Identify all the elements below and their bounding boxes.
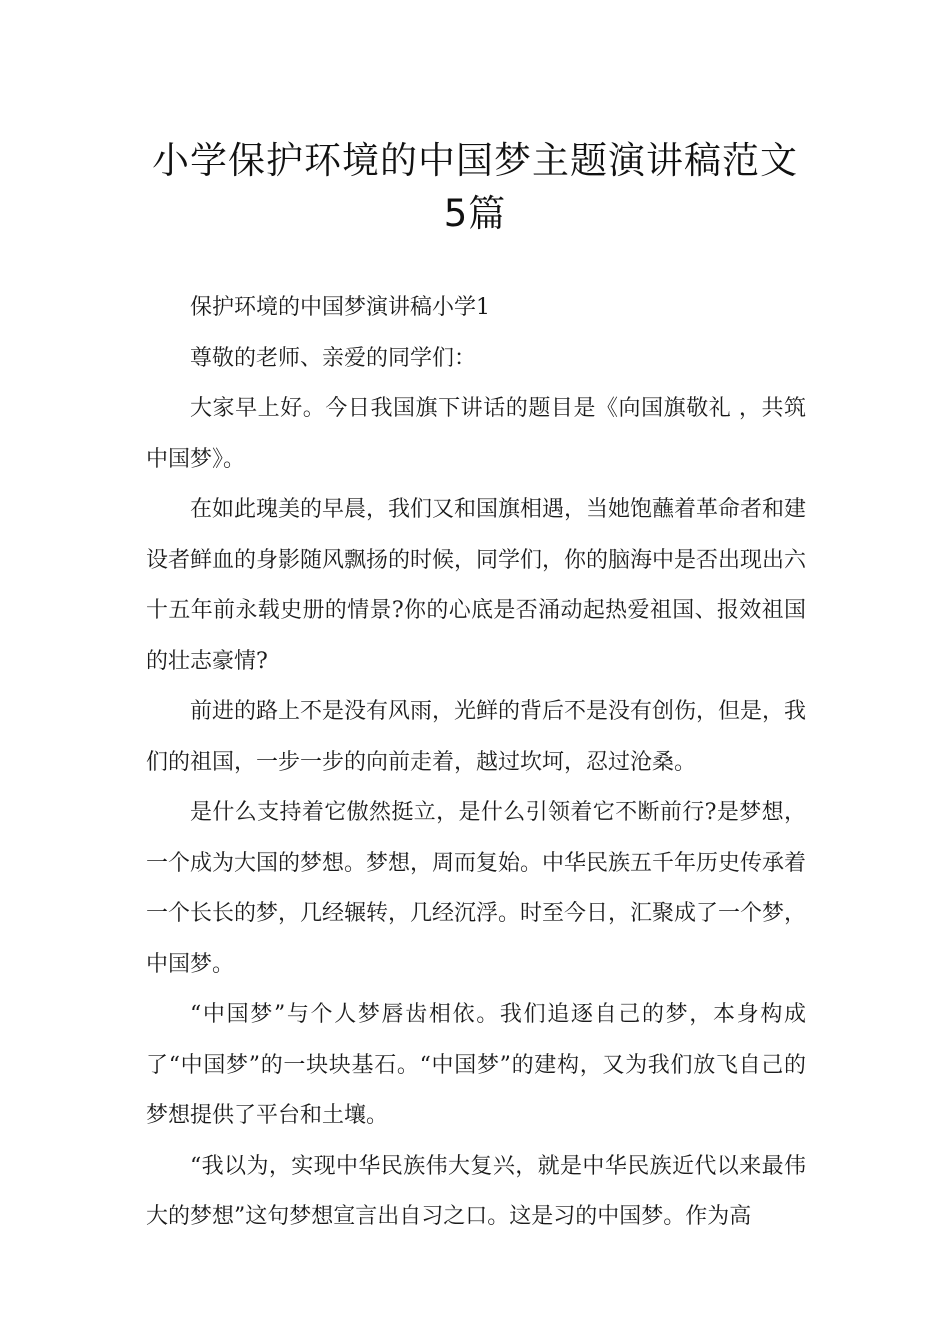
document-title-line-2: 5篇 bbox=[443, 192, 507, 235]
paragraph: “我以为，实现中华民族伟大复兴，就是中华民族近代以来最伟大的梦想”这句梦想宣言出自习之口。这是习的中国梦。作为高 bbox=[146, 1153, 806, 1229]
paragraph-salutation: 尊敬的老师、亲爱的同学们： bbox=[190, 345, 477, 371]
paragraph: 是什么支持着它傲然挺立，是什么引领着它不断前行?是梦想，一个成为大国的梦想。梦想，周而复始。中华民族五千年历史传承着一个长长的梦，几经辗转，几经沉浮。时至今日，汇聚成了一个梦，中国梦。 bbox=[146, 800, 807, 977]
document-body bbox=[146, 283, 806, 1243]
paragraph: “中国梦”与个人梦唇齿相依。我们追逐自己的梦，本身构成了“中国梦”的一块块基石。“中国梦”的建构，又为我们放飞自己的梦想提供了平台和土壤。 bbox=[146, 1002, 806, 1128]
document-title-line-1: 小学保护环境的中国梦主题演讲稿范文 bbox=[152, 139, 798, 182]
paragraph: 在如此瑰美的早晨，我们又和国旗相遇，当她饱蘸着革命者和建设者鲜血的身影随风飘扬的时候，同学们，你的脑海中是否出现出六十五年前永载史册的情景?你的心底是否涌动起热爱祖国、报效祖国的壮志豪情? bbox=[146, 497, 807, 674]
paragraph: 大家早上好。今日我国旗下讲话的题目是《向国旗敬礼 ，共筑中国梦》。 bbox=[146, 396, 806, 472]
paragraph-heading: 保护环境的中国梦演讲稿小学1 bbox=[190, 295, 490, 320]
paragraph: 前进的路上不是没有风雨，光鲜的背后不是没有创伤，但是，我们的祖国，一步一步的向前走着，越过坎坷，忍过沧桑。 bbox=[146, 699, 807, 775]
